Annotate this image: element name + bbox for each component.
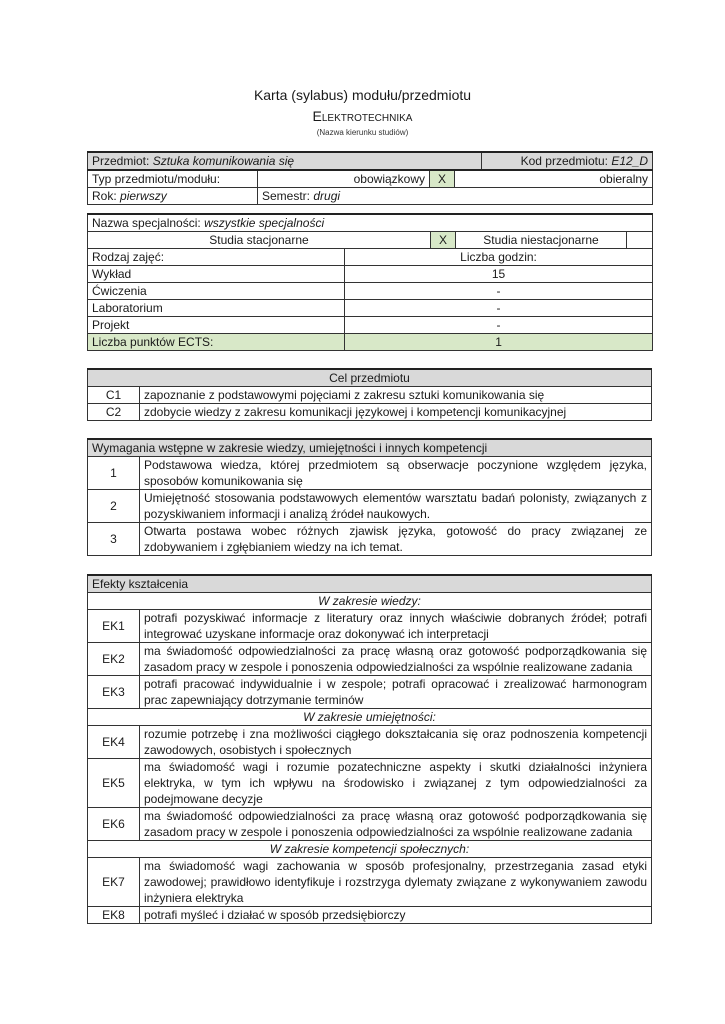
outcome-text: ma świadomość wagi zachowania w sposób profesjonalny, przestrzegania zasad etyki zawodowej; prawidłowo identyfikuje i rozstrzyga dylematy związane z wykonywaniem zawodu inżyniera elektryka <box>140 858 652 907</box>
compulsory-mark: X <box>430 170 455 188</box>
objectives-header: Cel przedmiotu <box>88 369 652 387</box>
course-name-label: Przedmiot: <box>92 153 150 168</box>
outcome-text: ma świadomość odpowiedzialności za pracę własną oraz gotowość podporządkowania się zasadom pracy w zespole i ponoszenia odpowiedzialności za wspólnie realizowane zadania <box>140 643 652 676</box>
class-type-lecture: Wykład <box>88 266 345 283</box>
class-type-laboratory: Laboratorium <box>88 300 345 317</box>
part-time-label: Studia niestacjonarne <box>456 232 627 249</box>
prerequisite-code: 2 <box>88 490 140 523</box>
prerequisite-text: Otwarta postawa wobec różnych zjawisk języka, gotowość do pracy związanej ze zdobywaniem i zgłębianiem wiedzy na ich temat. <box>140 523 652 556</box>
objective-text: zdobycie wiedzy z zakresu komunikacji językowej i kompetencji komunikacyjnej <box>140 404 652 421</box>
outcomes-section-title: W zakresie kompetencji społecznych: <box>88 841 652 858</box>
course-code-cell <box>482 152 653 170</box>
full-time-mark: X <box>431 232 456 249</box>
course-code-value: E12_D <box>611 153 649 168</box>
specialization-table <box>87 213 653 351</box>
ects-value: 1 <box>345 334 653 351</box>
prerequisite-code: 3 <box>88 523 140 556</box>
course-name-value: Sztuka komunikowania się <box>152 153 295 168</box>
semester-label: Semestr: <box>262 188 311 203</box>
full-time-label: Studia stacjonarne <box>88 232 431 249</box>
year-cell <box>88 188 258 205</box>
specialization-value: wszystkie specjalności <box>204 215 325 230</box>
outcomes-section-title: W zakresie wiedzy: <box>88 593 652 610</box>
outcome-code: EK4 <box>88 726 140 759</box>
class-type-header: Rodzaj zajęć: <box>88 249 345 266</box>
elective-label: obieralny <box>455 170 653 188</box>
semester-cell <box>258 188 653 205</box>
prerequisites-table <box>87 438 652 556</box>
course-code-label: Kod przedmiotu: <box>520 153 608 168</box>
outcome-code: EK8 <box>88 907 140 924</box>
hours-project: - <box>345 317 653 334</box>
course-type-label: Typ przedmiotu/modułu: <box>88 170 258 188</box>
outcome-text: ma świadomość odpowiedzialności za pracę własną oraz gotowość podporządkowania się zasadom pracy w zespole i ponoszenia odpowiedzialności za wspólnie realizowane zadania <box>140 808 652 841</box>
outcome-text: potrafi myśleć i działać w sposób przedsiębiorczy <box>140 907 652 924</box>
specialization-cell <box>88 214 653 232</box>
hours-lecture: 15 <box>345 266 653 283</box>
outcome-code: EK5 <box>88 759 140 808</box>
prerequisite-code: 1 <box>88 457 140 490</box>
outcomes-header: Efekty kształcenia <box>88 575 652 593</box>
specialization-label: Nazwa specjalności: <box>92 215 201 230</box>
prerequisite-text: Umiejętność stosowania podstawowych elementów warsztatu badań polonisty, związanych z pozyskiwaniem informacji i analizą źródeł naukowych. <box>140 490 652 523</box>
field-of-study-note: (Nazwa kierunku studiów) <box>316 128 409 137</box>
outcome-text: potrafi pracować indywidualnie i w zespole; potrafi opracować i zrealizować harmonogram prac zapewniający dotrzymanie terminów <box>140 676 652 709</box>
document-title: Karta (sylabus) modułu/przedmiotu <box>253 87 472 103</box>
outcome-text: rozumie potrzebę i zna możliwości ciągłego dokształcania się oraz podnoszenia kompetencji zawodowych, osobistych i społecznych <box>140 726 652 759</box>
objective-code: C2 <box>88 404 140 421</box>
outcome-code: EK7 <box>88 858 140 907</box>
outcomes-section-title: W zakresie umiejętności: <box>88 709 652 726</box>
subject-title: Elektrotechnika <box>312 108 413 124</box>
ects-label: Liczba punktów ECTS: <box>88 334 345 351</box>
compulsory-label: obowiązkowy <box>258 170 430 188</box>
year-label: Rok: <box>92 188 117 203</box>
objective-code: C1 <box>88 387 140 404</box>
prerequisites-header: Wymagania wstępne w zakresie wiedzy, umiejętności i innych kompetencji <box>88 439 652 457</box>
prerequisite-text: Podstawowa wiedza, której przedmiotem są obserwacje poczynione względem języka, sposobów komunikowania się <box>140 457 652 490</box>
outcome-code: EK1 <box>88 610 140 643</box>
hours-exercises: - <box>345 283 653 300</box>
outcome-code: EK3 <box>88 676 140 709</box>
part-time-mark <box>627 232 653 249</box>
hours-header: Liczba godzin: <box>345 249 653 266</box>
course-info-table <box>87 151 653 205</box>
objective-text: zapoznanie z podstawowymi pojęciami z zakresu sztuki komunikowania się <box>140 387 652 404</box>
learning-outcomes-table <box>87 574 652 924</box>
outcome-code: EK2 <box>88 643 140 676</box>
hours-laboratory: - <box>345 300 653 317</box>
course-objectives-table <box>87 368 652 421</box>
outcome-text: potrafi pozyskiwać informacje z literatury oraz innych właściwie dobranych źródeł; potrafi integrować uzyskane informacje oraz dokonywać ich interpretacji <box>140 610 652 643</box>
semester-value: drugi <box>313 188 341 203</box>
outcome-code: EK6 <box>88 808 140 841</box>
class-type-project: Projekt <box>88 317 345 334</box>
year-value: pierwszy <box>120 188 167 203</box>
course-name-cell <box>88 152 482 170</box>
class-type-exercises: Ćwiczenia <box>88 283 345 300</box>
outcome-text: ma świadomość wagi i rozumie pozatechniczne aspekty i skutki działalności inżyniera elektryka, w tym ich wpływu na środowisko i związanej z tym odpowiedzialności za podejmowane decyzje <box>140 759 652 808</box>
